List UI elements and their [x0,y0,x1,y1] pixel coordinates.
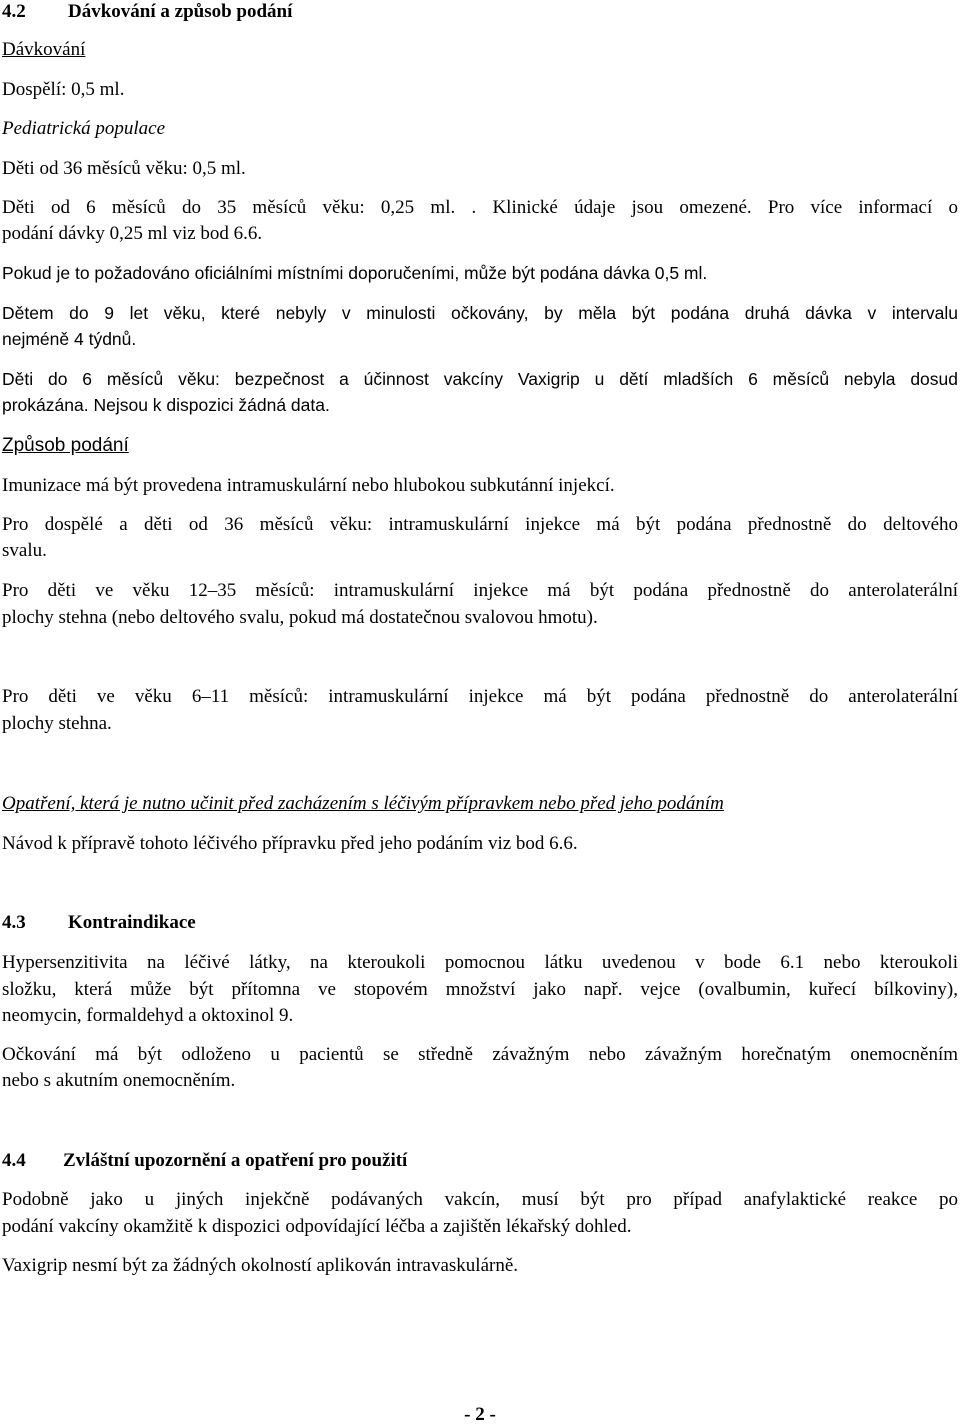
children-12-35-line1: Pro děti ve věku 12–35 měsíců: intramuskulární injekce má být podána přednostně do anterolaterální [2,580,958,601]
anaphylaxis-line1: Podobně jako u jiných injekčně podávaných vakcín, musí být pro případ anafylaktické reakce po [2,1189,958,1210]
dosage-subheading: Dávkování [2,39,86,60]
preparation-reference: Návod k přípravě tohoto léčivého přípravku před jeho podáním viz bod 6.6. [2,833,578,854]
postpone-line2: nebo s akutním onemocněním. [2,1070,236,1091]
adults-administration-line2: svalu. [2,540,47,561]
hypersensitivity-line1: Hypersenzitivita na léčivé látky, na kteroukoli pomocnou látku uvedenou v bode 6.1 nebo kteroukoli [2,952,958,973]
section-number: 4.2 [2,1,26,22]
pediatric-subheading: Pediatrická populace [2,118,166,139]
section-title: Kontraindikace [68,912,196,933]
administration-subheading: Způsob podání [2,435,129,456]
under-6m-line2: prokázána. Nejsou k dispozici žádná data. [2,395,330,415]
page-number: - 2 - [464,1404,496,1425]
immunization-route: Imunizace má být provedena intramuskulární nebo hlubokou subkutánní injekcí. [2,475,615,496]
official-recommendation: Pokud je to požadováno oficiálními místními doporučeními, může být podána dávka 0,5 ml. [2,263,708,283]
section-4-4-heading [2,1149,407,1173]
anaphylaxis-line2: podání vakcíny okamžitě k dispozici odpovídající léčba a zajištěn lékařský dohled. [2,1216,632,1237]
children-6-35-line1: Děti od 6 měsíců do 35 měsíců věku: 0,25 ml. . Klinické údaje jsou omezené. Pro více informací o [2,197,958,218]
adults-administration-line1: Pro dospělé a děti od 36 měsíců věku: intramuskulární injekce má být podána přednostně do deltového [2,514,958,535]
children-12-35-line2: plochy stehna (nebo deltového svalu, pokud má dostatečnou svalovou hmotu). [2,607,598,628]
children-6-35-line2: podání dávky 0,25 ml viz bod 6.6. [2,223,263,244]
section-4-3-heading [2,911,196,935]
under-6m-line1: Děti do 6 měsíců věku: bezpečnost a účinnost vakcíny Vaxigrip u dětí mladších 6 měsíců nebyla dosud [2,369,958,389]
children-6-11-line1: Pro děti ve věku 6–11 měsíců: intramuskulární injekce má být podána přednostně do anterolaterální [2,686,958,707]
intravascular-warning: Vaxigrip nesmí být za žádných okolností aplikován intravaskulárně. [2,1255,519,1276]
children-6-11-line2: plochy stehna. [2,713,112,734]
precautions-subheading: Opatření, která je nutno učinit před zacházením s léčivým přípravkem nebo před jeho podáním [2,793,724,814]
children-36-dose: Děti od 36 měsíců věku: 0,5 ml. [2,158,246,179]
section-number: 4.3 [2,912,26,933]
section-4-2-heading [2,0,292,24]
postpone-line1: Očkování má být odloženo u pacientů se středně závažným nebo závažným horečnatým onemocněním [2,1044,958,1065]
hypersensitivity-line3: neomycin, formaldehyd a oktoxinol 9. [2,1005,294,1026]
section-number: 4.4 [2,1150,26,1171]
under-9-line2: nejméně 4 týdnů. [2,329,137,349]
adults-dose: Dospělí: 0,5 ml. [2,79,125,100]
under-9-line1: Dětem do 9 let věku, které nebyly v minulosti očkovány, by měla být podána druhá dávka v intervalu [2,303,958,323]
section-title: Zvláštní upozornění a opatření pro použití [63,1150,408,1171]
section-title: Dávkování a způsob podání [68,1,293,22]
hypersensitivity-line2: složku, která může být přítomna ve stopovém množství jako např. vejce (ovalbumin, kuřecí bílkoviny), [2,979,958,1000]
